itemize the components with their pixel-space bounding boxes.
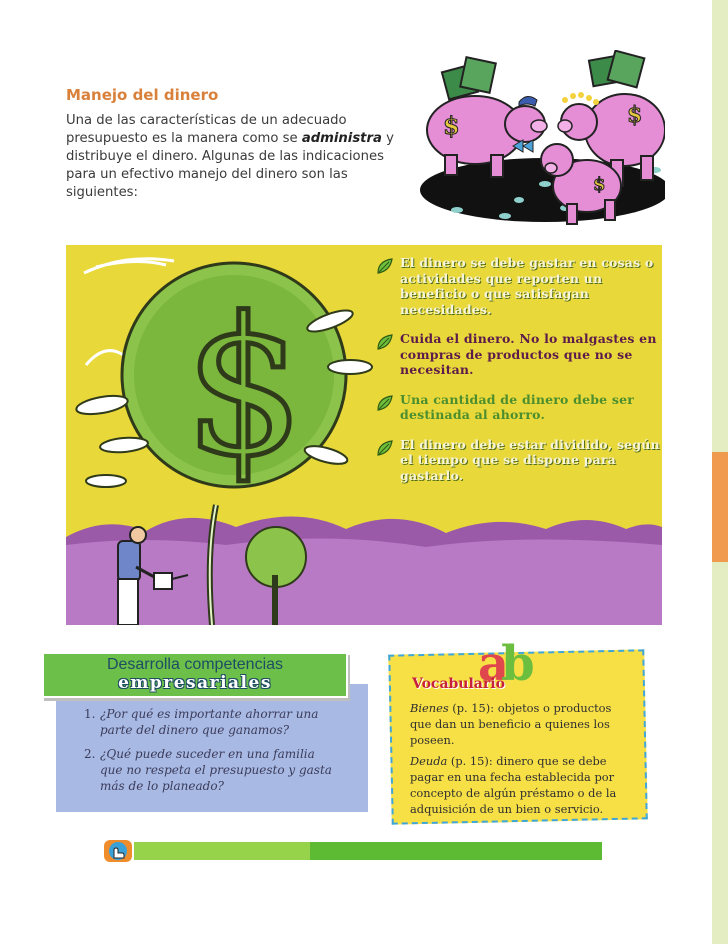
svg-text:$: $ [627, 102, 643, 128]
competencias-header [42, 652, 348, 698]
vocab-entry [410, 753, 632, 817]
question-text: ¿Por qué es importante ahorrar una parte del dinero que ganamos? [100, 707, 319, 737]
leaf-bullet-icon [376, 439, 394, 457]
vocab-definition: objetos o productos que dan un beneficio a quienes los poseen. [410, 701, 612, 747]
intro-paragraph [66, 112, 411, 202]
ab-logo-b: b [501, 636, 535, 692]
question-number: 1. [84, 707, 96, 721]
tip-item [372, 392, 662, 423]
question-number: 2. [84, 747, 96, 761]
leaf-bullet-icon [376, 257, 394, 275]
competencias-title-line1: Desarrolla competencias [106, 656, 284, 673]
vocab-term: Deuda [410, 754, 448, 768]
tip-item [372, 255, 662, 317]
question-item [80, 746, 340, 794]
vocab-ref: (p. 15): [448, 701, 498, 715]
footer-bar-dark [310, 842, 602, 860]
footer-bar-light [134, 842, 310, 860]
intro-bold-word: administra [301, 131, 382, 146]
vocab-definition: dinero que se debe pagar en una fecha establecida por concepto de algún préstamo o de la adquisición de un bien o servicio. [410, 754, 617, 816]
leaf-bullet-icon [376, 333, 394, 351]
tip-text: Una cantidad de dinero debe ser destinada al ahorro. [400, 391, 635, 422]
intro-text-2: y distribuye el dinero. Algunas de las indicaciones para un efectivo manejo del dinero son las siguientes: [66, 131, 394, 200]
leaf-bullet-icon [376, 394, 394, 412]
vocabulario-title: Vocabulario [412, 676, 505, 692]
vocab-entry [410, 700, 632, 748]
tip-text: El dinero debe estar dividido, según el tiempo que se dispone para gastarlo. [400, 436, 660, 483]
ab-logo-a: a [478, 636, 510, 692]
footer-bar [104, 840, 602, 860]
svg-text:$: $ [443, 111, 460, 140]
tip-text: El dinero se debe gastar en cosas o actividades que reporten un beneficio o que satisfagan necesidades. [400, 255, 654, 317]
question-text: ¿Qué puede suceder en una familia que no respeta el presupuesto y gasta más de lo planeado? [100, 747, 332, 793]
tip-item [372, 331, 662, 378]
pointing-hand-icon[interactable] [104, 840, 132, 862]
money-tips-poster [66, 245, 662, 625]
vocabulario-entries [410, 700, 632, 822]
chapter-tab [712, 452, 728, 562]
money-tips-list [372, 255, 662, 497]
tip-text: Cuida el dinero. No lo malgastes en compras de productos que no se necesitan. [400, 331, 657, 377]
vocab-ref: (p. 15): [447, 754, 497, 768]
intro-text-1: Una de las características de un adecuado presupuesto es la manera como se [66, 113, 347, 146]
tip-item [372, 437, 662, 484]
pointing-hand-glyph [104, 840, 132, 862]
question-item [80, 706, 340, 738]
vocab-term: Bienes [410, 701, 449, 715]
piggy-banks-illustration [415, 50, 665, 232]
competencias-title-line2: empresariales [118, 673, 272, 693]
svg-text:$: $ [593, 174, 606, 195]
section-title: Manejo del dinero [66, 86, 219, 104]
competencias-questions [80, 706, 340, 802]
svg-text:$: $ [184, 277, 305, 498]
